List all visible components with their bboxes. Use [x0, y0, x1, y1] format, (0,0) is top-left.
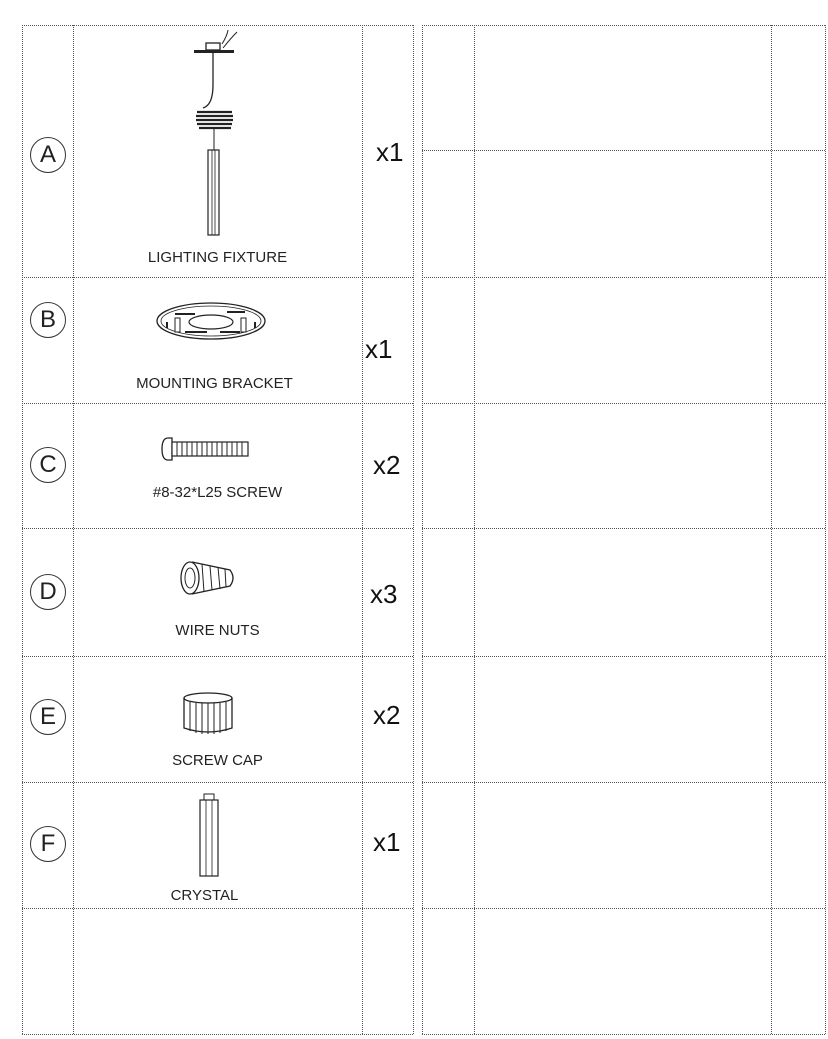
part-name: LIGHTING FIXTURE	[147, 249, 288, 266]
table-line	[22, 25, 413, 26]
part-quantity: x1	[373, 827, 401, 857]
table-line	[73, 25, 74, 1034]
table-line	[422, 1034, 825, 1035]
part-name: WIRE NUTS	[175, 622, 260, 639]
part-quantity: x1	[365, 334, 393, 364]
table-line	[422, 528, 825, 529]
table-line	[474, 25, 475, 1034]
table-line	[413, 25, 414, 1034]
mounting-bracket-icon	[155, 300, 267, 350]
crystal-icon	[196, 793, 222, 879]
part-letter-d: D	[30, 574, 66, 610]
table-line	[422, 656, 825, 657]
table-line	[771, 25, 772, 1034]
table-line	[22, 656, 413, 657]
part-letter-b: B	[30, 302, 66, 338]
table-line	[825, 25, 826, 1034]
table-line	[22, 528, 413, 529]
table-line	[22, 277, 413, 278]
table-line	[362, 25, 363, 1034]
part-letter-e: E	[30, 699, 66, 735]
table-line	[422, 782, 825, 783]
table-line	[422, 277, 825, 278]
table-line	[422, 403, 825, 404]
part-quantity: x2	[373, 700, 401, 730]
table-line	[22, 908, 413, 909]
part-quantity: x2	[373, 450, 401, 480]
table-line	[22, 782, 413, 783]
table-line	[422, 25, 423, 1034]
table-line	[422, 25, 825, 26]
table-line	[22, 1034, 413, 1035]
wire-nut-icon	[178, 558, 238, 600]
part-name: CRYSTAL	[170, 887, 239, 904]
part-quantity: x3	[370, 579, 398, 609]
part-letter-c: C	[30, 447, 66, 483]
part-letter-f: F	[30, 826, 66, 862]
part-name: #8-32*L25 SCREW	[152, 484, 283, 501]
part-name: SCREW CAP	[172, 752, 263, 769]
table-line	[22, 25, 23, 1034]
table-line	[422, 908, 825, 909]
screw-icon	[160, 435, 252, 463]
part-name: MOUNTING BRACKET	[136, 375, 293, 392]
table-line	[22, 403, 413, 404]
lighting-fixture-icon	[185, 30, 245, 245]
screw-cap-icon	[180, 690, 236, 736]
part-quantity: x1	[376, 137, 404, 167]
part-letter-a: A	[30, 137, 66, 173]
table-line	[422, 150, 825, 151]
